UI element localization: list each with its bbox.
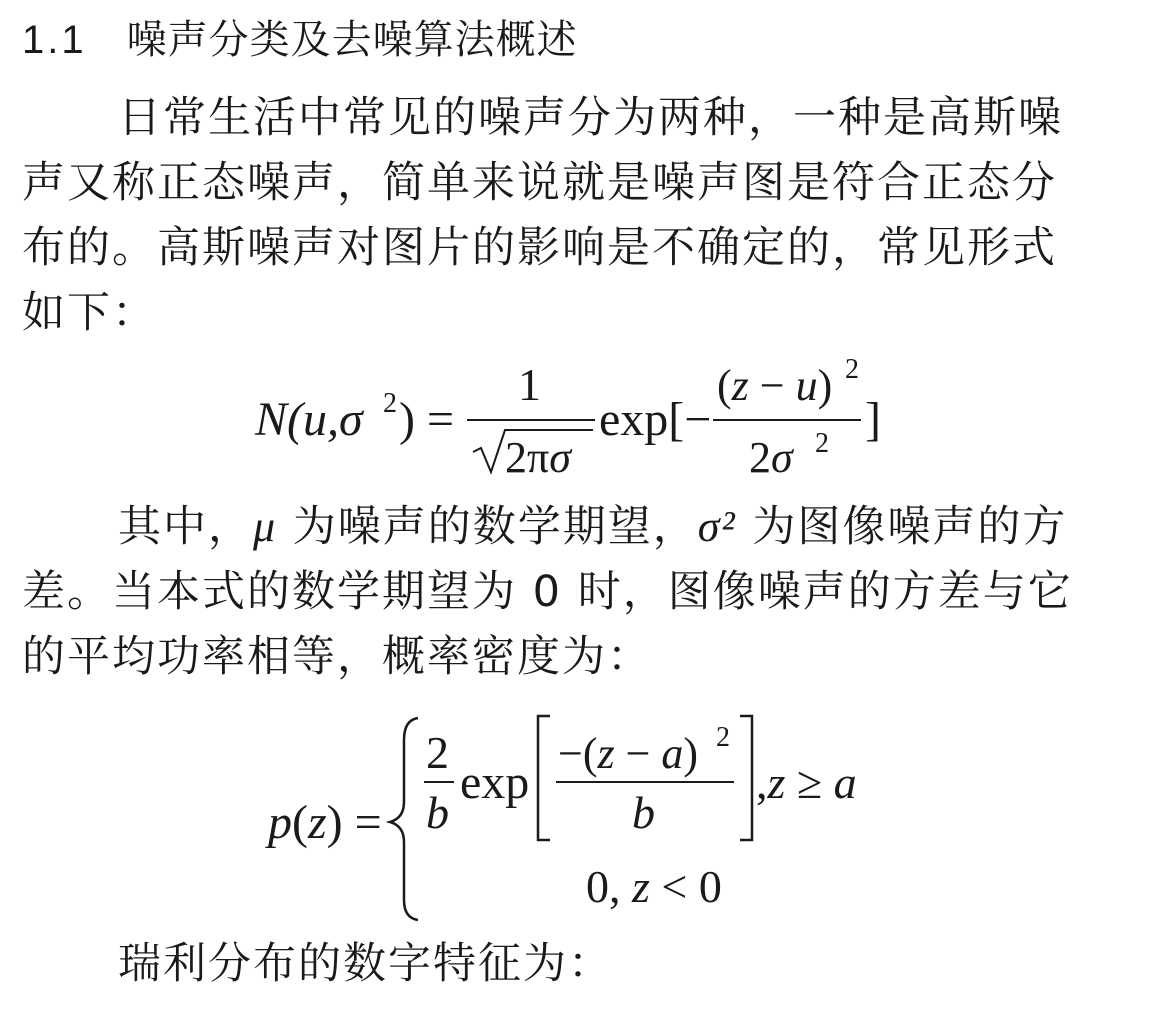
formula-lhs: N(u,σ [255, 393, 363, 446]
case-inner-denominator: b [632, 787, 655, 838]
formula-denominator: 2πσ [505, 433, 571, 482]
text-run: 为噪声的数学期望， [292, 502, 698, 552]
case-frac-denominator: b [426, 787, 449, 838]
case-inner-sup: 2 [716, 722, 730, 753]
text-run: 其中， [118, 502, 253, 552]
section-title: 噪声分类及去噪算法概述 [126, 17, 578, 63]
formula-lhs: p(z) = [268, 796, 382, 849]
case-condition-1: ,z ≥ a [756, 757, 857, 808]
gaussian-formula [255, 354, 905, 492]
inner-den-sup: 2 [815, 428, 829, 459]
right-bracket [740, 716, 752, 840]
paragraph-line: 的平均功率相等，概率密度为： [22, 632, 652, 682]
case-exp: exp [460, 756, 530, 809]
section-number: 1.1 [22, 18, 87, 62]
rayleigh-formula-svg [268, 710, 888, 925]
case-inner-numerator: −(z − a) [558, 729, 699, 778]
section-heading [22, 14, 578, 66]
paragraph-line: 日常生活中常见的噪声分为两种，一种是高斯噪 [118, 93, 1063, 143]
paragraph-rayleigh [22, 932, 1122, 997]
left-brace [390, 718, 418, 920]
formula-eq: ) = [399, 393, 455, 446]
paragraph-line: 如下： [22, 288, 157, 338]
paragraph-line [22, 494, 1122, 560]
formula-numerator: 1 [518, 359, 541, 410]
formula-exp: exp[− [599, 393, 712, 446]
left-bracket [538, 716, 550, 840]
case-2: 0, z < 0 [586, 861, 722, 912]
paragraph-gaussian-intro [22, 86, 1122, 346]
rayleigh-formula [268, 710, 888, 937]
sigma-squared-symbol: σ² [697, 502, 737, 551]
formula-close: ] [865, 393, 881, 446]
text-run: 为图像噪声的方 [752, 502, 1068, 552]
paragraph-line: 布的。高斯噪声对图片的影响是不确定的，常见形式 [22, 223, 1057, 273]
paragraph-variance [22, 494, 1122, 690]
inner-sup: 2 [845, 354, 859, 385]
inner-numerator: (z − u) [717, 361, 833, 410]
mu-symbol: μ [253, 502, 278, 551]
paragraph-line: 差。当本式的数学期望为 0 时，图像噪声的方差与它 [22, 567, 1073, 617]
formula-sup: 2 [383, 388, 397, 419]
inner-denominator: 2σ [749, 433, 793, 482]
case-frac-numerator: 2 [426, 727, 449, 778]
paragraph-line: 声又称正态噪声，简单来说就是噪声图是符合正态分 [22, 158, 1057, 208]
gaussian-formula-svg [255, 354, 905, 482]
paragraph-line: 瑞利分布的数字特征为： [118, 939, 613, 989]
